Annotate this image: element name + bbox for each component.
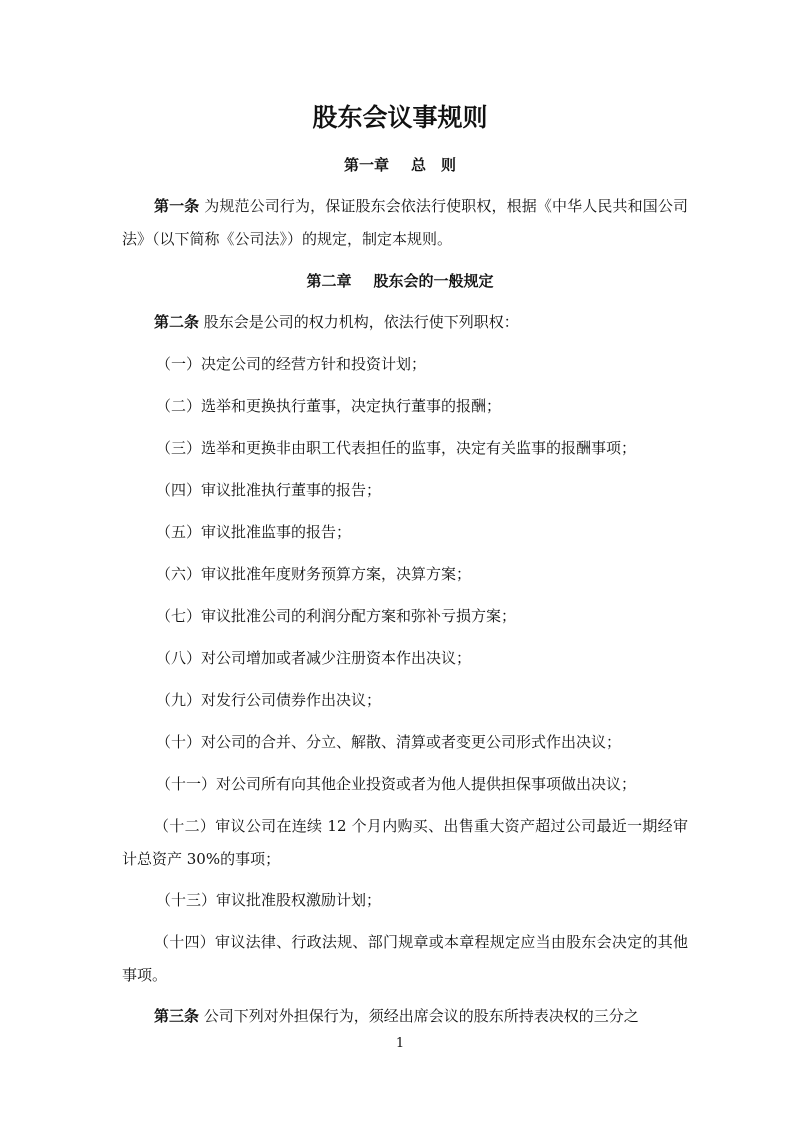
chapter-1-name: 总 则 <box>411 156 457 174</box>
list-item-11: （十一）对公司所有向其他企业投资或者为他人提供担保事项做出决议； <box>156 775 637 793</box>
list-item-8: （八）对公司增加或者减少注册资本作出决议； <box>156 649 472 667</box>
list-item-6: （六）审议批准年度财务预算方案，决算方案； <box>156 565 472 583</box>
list-item-7: （七）审议批准公司的利润分配方案和弥补亏损方案； <box>156 607 517 625</box>
list-item-10: （十）对公司的合并、分立、解散、清算或者变更公司形式作出决议； <box>156 733 622 751</box>
article-3-label: 第三条 <box>154 1007 200 1025</box>
chapter-1-heading <box>0 154 800 176</box>
page-number: 1 <box>395 1036 405 1051</box>
list-item-13: （十三）审议批准股权激励计划； <box>156 891 382 909</box>
chapter-1-number: 第一章 <box>343 156 389 174</box>
list-item-4: （四）审议批准执行董事的报告； <box>156 481 382 499</box>
list-item-1: （一）决定公司的经营方针和投资计划； <box>156 355 427 373</box>
list-item-9: （九）对发行公司债券作出决议； <box>156 691 382 709</box>
list-item-14: （十四）审议法律、行政法规、部门规章或本章程规定应当由股东会决定的其他事项。 <box>122 933 688 984</box>
article-2 <box>154 311 694 333</box>
chapter-2-number: 第二章 <box>306 272 352 290</box>
article-3 <box>154 1005 694 1027</box>
list-item-2: （二）选举和更换执行董事，决定执行董事的报酬； <box>156 397 502 415</box>
article-2-label: 第二条 <box>154 313 200 331</box>
list-item-3: （三）选举和更换非由职工代表担任的监事，决定有关监事的报酬事项； <box>156 439 637 457</box>
article-1-text: 为规范公司行为，保证股东会依法行使职权，根据《中华人民共和国公司法》（以下简称《公司法》）的规定，制定本规则。 <box>122 197 688 248</box>
list-item-12: （十二）审议公司在连续 12 个月内购买、出售重大资产超过公司最近一期经审计总资产 30%的事项； <box>122 817 688 868</box>
chapter-2-heading <box>0 270 800 292</box>
article-1-label: 第一条 <box>154 197 200 215</box>
article-1 <box>122 190 688 256</box>
list-item-5: （五）审议批准监事的报告； <box>156 523 352 541</box>
document-title: 股东会议事规则 <box>312 103 488 132</box>
article-2-text: 股东会是公司的权力机构，依法行使下列职权： <box>203 313 519 331</box>
article-3-text: 公司下列对外担保行为，须经出席会议的股东所持表决权的三分之 <box>203 1007 639 1025</box>
chapter-2-name: 股东会的一般规定 <box>373 272 494 290</box>
